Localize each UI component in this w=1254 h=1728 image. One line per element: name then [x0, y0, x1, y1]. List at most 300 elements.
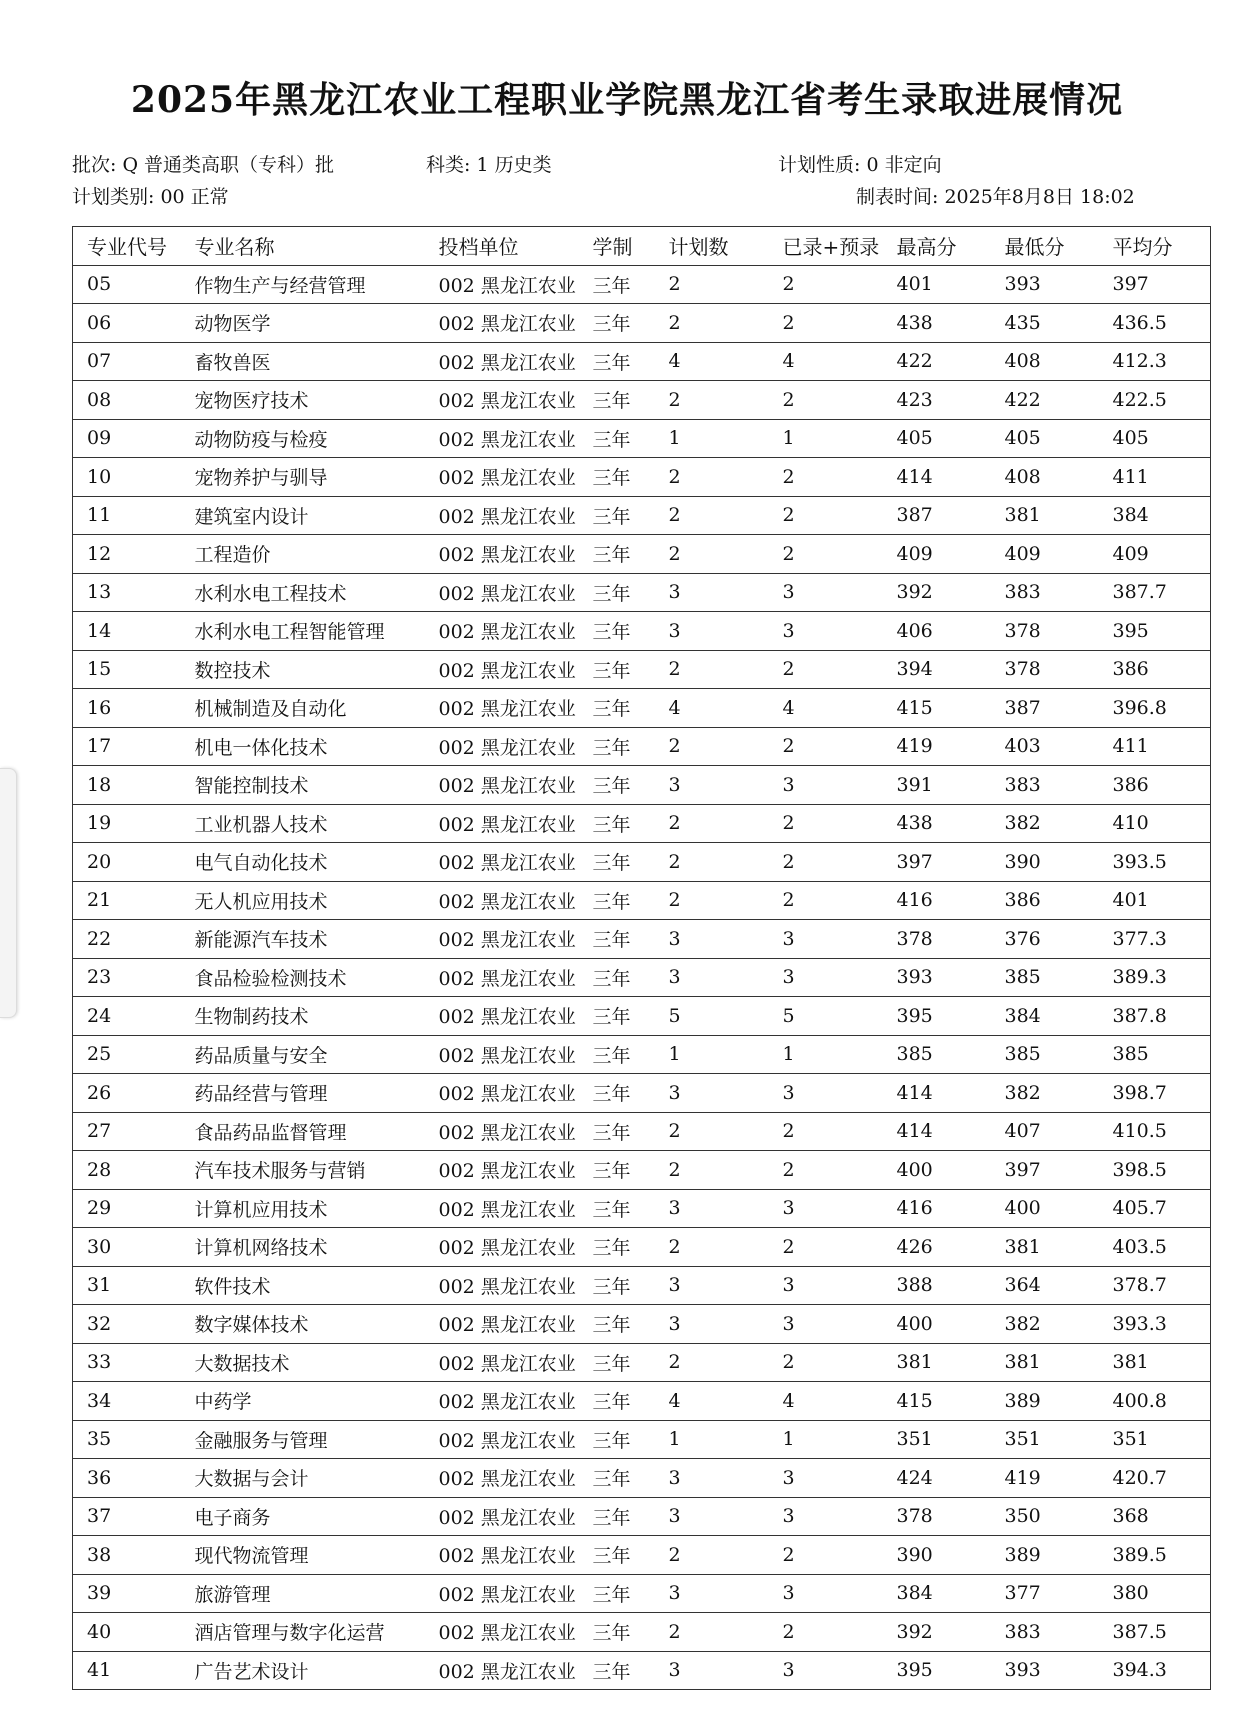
- cell-admitted: 3: [769, 1266, 883, 1305]
- cell-max-score: 393: [883, 958, 991, 997]
- cell-major-name: 水利水电工程技术: [181, 573, 425, 612]
- table-row: [73, 304, 1211, 343]
- cell-max-score: 388: [883, 1266, 991, 1305]
- cell-major-name: 计算机网络技术: [181, 1228, 425, 1267]
- cell-plan-count: 3: [655, 1266, 769, 1305]
- cell-unit: 002 黑龙江农业: [425, 458, 579, 497]
- cell-min-score: 381: [991, 1343, 1099, 1382]
- cell-min-score: 383: [991, 573, 1099, 612]
- cell-min-score: 435: [991, 304, 1099, 343]
- cell-min-score: 382: [991, 804, 1099, 843]
- cell-length: 三年: [579, 650, 655, 689]
- table-row: [73, 265, 1211, 304]
- cell-unit: 002 黑龙江农业: [425, 1228, 579, 1267]
- cell-admitted: 2: [769, 843, 883, 882]
- table-row: [73, 997, 1211, 1036]
- cell-admitted: 2: [769, 1228, 883, 1267]
- cell-admitted: 3: [769, 920, 883, 959]
- cell-length: 三年: [579, 1343, 655, 1382]
- cell-major-name: 中药学: [181, 1382, 425, 1421]
- cell-admitted: 4: [769, 342, 883, 381]
- cell-min-score: 385: [991, 958, 1099, 997]
- cell-avg-score: 400.8: [1099, 1382, 1211, 1421]
- cell-max-score: 419: [883, 727, 991, 766]
- cell-unit: 002 黑龙江农业: [425, 1574, 579, 1613]
- cell-admitted: 1: [769, 1035, 883, 1074]
- cell-min-score: 377: [991, 1574, 1099, 1613]
- cell-unit: 002 黑龙江农业: [425, 1189, 579, 1228]
- cell-plan-count: 2: [655, 535, 769, 574]
- cell-major-name: 工业机器人技术: [181, 804, 425, 843]
- cell-length: 三年: [579, 1536, 655, 1575]
- cell-length: 三年: [579, 1420, 655, 1459]
- cell-avg-score: 394.3: [1099, 1651, 1211, 1690]
- cell-avg-score: 378.7: [1099, 1266, 1211, 1305]
- cell-admitted: 2: [769, 1112, 883, 1151]
- cell-max-score: 384: [883, 1574, 991, 1613]
- cell-min-score: 382: [991, 1305, 1099, 1344]
- cell-max-score: 395: [883, 997, 991, 1036]
- cell-avg-score: 387.5: [1099, 1613, 1211, 1652]
- cell-length: 三年: [579, 1574, 655, 1613]
- cell-min-score: 389: [991, 1536, 1099, 1575]
- cell-major-name: 食品药品监督管理: [181, 1112, 425, 1151]
- cell-unit: 002 黑龙江农业: [425, 650, 579, 689]
- cell-major-name: 畜牧兽医: [181, 342, 425, 381]
- cell-avg-score: 405.7: [1099, 1189, 1211, 1228]
- cell-min-score: 390: [991, 843, 1099, 882]
- cell-admitted: 3: [769, 1459, 883, 1498]
- header-min-score: 最低分: [991, 227, 1099, 266]
- cell-plan-count: 1: [655, 419, 769, 458]
- cell-avg-score: 420.7: [1099, 1459, 1211, 1498]
- cell-major-code: 06: [73, 304, 181, 343]
- cell-avg-score: 422.5: [1099, 381, 1211, 420]
- cell-major-code: 15: [73, 650, 181, 689]
- header-plan-count: 计划数: [655, 227, 769, 266]
- cell-min-score: 422: [991, 381, 1099, 420]
- cell-length: 三年: [579, 419, 655, 458]
- cell-min-score: 350: [991, 1497, 1099, 1536]
- cell-major-name: 智能控制技术: [181, 766, 425, 805]
- table-body: [73, 265, 1211, 1690]
- cell-major-code: 38: [73, 1536, 181, 1575]
- table-row: [73, 1035, 1211, 1074]
- cell-major-name: 工程造价: [181, 535, 425, 574]
- cell-min-score: 383: [991, 766, 1099, 805]
- cell-major-name: 水利水电工程智能管理: [181, 612, 425, 651]
- cell-plan-count: 2: [655, 1112, 769, 1151]
- batch-info: 批次: Q 普通类高职（专科）批: [72, 154, 335, 176]
- cell-min-score: 408: [991, 458, 1099, 497]
- cell-major-code: 14: [73, 612, 181, 651]
- cell-major-code: 31: [73, 1266, 181, 1305]
- cell-admitted: 2: [769, 1343, 883, 1382]
- cell-plan-count: 2: [655, 458, 769, 497]
- cell-admitted: 5: [769, 997, 883, 1036]
- cell-avg-score: 398.5: [1099, 1151, 1211, 1190]
- table-row: [73, 419, 1211, 458]
- cell-length: 三年: [579, 766, 655, 805]
- cell-length: 三年: [579, 1497, 655, 1536]
- cell-avg-score: 436.5: [1099, 304, 1211, 343]
- cell-max-score: 422: [883, 342, 991, 381]
- header-major-code: 专业代号: [73, 227, 181, 266]
- cell-max-score: 401: [883, 265, 991, 304]
- cell-major-name: 软件技术: [181, 1266, 425, 1305]
- cell-unit: 002 黑龙江农业: [425, 997, 579, 1036]
- table-row: [73, 1305, 1211, 1344]
- table-row: [73, 881, 1211, 920]
- cell-max-score: 400: [883, 1305, 991, 1344]
- cell-admitted: 2: [769, 458, 883, 497]
- cell-unit: 002 黑龙江农业: [425, 304, 579, 343]
- cell-length: 三年: [579, 496, 655, 535]
- cell-major-code: 34: [73, 1382, 181, 1421]
- cell-major-code: 17: [73, 727, 181, 766]
- cell-major-code: 33: [73, 1343, 181, 1382]
- cell-major-code: 35: [73, 1420, 181, 1459]
- cell-major-name: 动物防疫与检疫: [181, 419, 425, 458]
- cell-major-name: 药品质量与安全: [181, 1035, 425, 1074]
- cell-min-score: 378: [991, 650, 1099, 689]
- table-row: [73, 804, 1211, 843]
- cell-major-name: 电子商务: [181, 1497, 425, 1536]
- cell-avg-score: 410: [1099, 804, 1211, 843]
- cell-unit: 002 黑龙江农业: [425, 496, 579, 535]
- cell-major-code: 07: [73, 342, 181, 381]
- cell-plan-count: 2: [655, 381, 769, 420]
- cell-max-score: 387: [883, 496, 991, 535]
- cell-max-score: 414: [883, 1112, 991, 1151]
- header-avg-score: 平均分: [1099, 227, 1211, 266]
- table-row: [73, 650, 1211, 689]
- cell-max-score: 392: [883, 1613, 991, 1652]
- cell-major-code: 27: [73, 1112, 181, 1151]
- cell-avg-score: 380: [1099, 1574, 1211, 1613]
- table-row: [73, 535, 1211, 574]
- cell-major-code: 37: [73, 1497, 181, 1536]
- table-row: [73, 1266, 1211, 1305]
- cell-major-code: 41: [73, 1651, 181, 1690]
- cell-major-name: 计算机应用技术: [181, 1189, 425, 1228]
- cell-unit: 002 黑龙江农业: [425, 573, 579, 612]
- cell-major-code: 32: [73, 1305, 181, 1344]
- cell-unit: 002 黑龙江农业: [425, 766, 579, 805]
- cell-avg-score: 384: [1099, 496, 1211, 535]
- cell-length: 三年: [579, 1074, 655, 1113]
- cell-min-score: 364: [991, 1266, 1099, 1305]
- table-row: [73, 1536, 1211, 1575]
- cell-major-code: 13: [73, 573, 181, 612]
- cell-plan-count: 4: [655, 1382, 769, 1421]
- cell-unit: 002 黑龙江农业: [425, 1459, 579, 1498]
- cell-max-score: 423: [883, 381, 991, 420]
- cell-unit: 002 黑龙江农业: [425, 1112, 579, 1151]
- cell-avg-score: 387.8: [1099, 997, 1211, 1036]
- cell-plan-count: 3: [655, 766, 769, 805]
- header-admitted: 已录+预录: [769, 227, 883, 266]
- cell-plan-count: 4: [655, 342, 769, 381]
- cell-avg-score: 385: [1099, 1035, 1211, 1074]
- cell-major-name: 广告艺术设计: [181, 1651, 425, 1690]
- cell-plan-count: 2: [655, 1343, 769, 1382]
- cell-avg-score: 381: [1099, 1343, 1211, 1382]
- side-panel-tab[interactable]: [0, 768, 17, 1018]
- cell-major-name: 宠物医疗技术: [181, 381, 425, 420]
- cell-avg-score: 395: [1099, 612, 1211, 651]
- cell-plan-count: 2: [655, 1613, 769, 1652]
- cell-major-name: 现代物流管理: [181, 1536, 425, 1575]
- cell-unit: 002 黑龙江农业: [425, 958, 579, 997]
- cell-unit: 002 黑龙江农业: [425, 1536, 579, 1575]
- cell-admitted: 3: [769, 1497, 883, 1536]
- cell-unit: 002 黑龙江农业: [425, 1343, 579, 1382]
- made-time-info: 制表时间: 2025年8月8日 18:02: [856, 186, 1135, 208]
- table-row: [73, 727, 1211, 766]
- cell-unit: 002 黑龙江农业: [425, 419, 579, 458]
- cell-avg-score: 409: [1099, 535, 1211, 574]
- cell-major-code: 29: [73, 1189, 181, 1228]
- cell-admitted: 3: [769, 1189, 883, 1228]
- cell-major-code: 39: [73, 1574, 181, 1613]
- cell-major-code: 40: [73, 1613, 181, 1652]
- table-row: [73, 920, 1211, 959]
- cell-major-name: 大数据与会计: [181, 1459, 425, 1498]
- cell-length: 三年: [579, 1266, 655, 1305]
- cell-max-score: 391: [883, 766, 991, 805]
- cell-avg-score: 368: [1099, 1497, 1211, 1536]
- cell-major-name: 药品经营与管理: [181, 1074, 425, 1113]
- cell-min-score: 351: [991, 1420, 1099, 1459]
- cell-length: 三年: [579, 1228, 655, 1267]
- cell-avg-score: 386: [1099, 766, 1211, 805]
- cell-max-score: 397: [883, 843, 991, 882]
- table-row: [73, 612, 1211, 651]
- cell-plan-count: 2: [655, 650, 769, 689]
- cell-unit: 002 黑龙江农业: [425, 881, 579, 920]
- cell-major-code: 11: [73, 496, 181, 535]
- table-row: [73, 958, 1211, 997]
- cell-min-score: 389: [991, 1382, 1099, 1421]
- cell-min-score: 387: [991, 689, 1099, 728]
- cell-max-score: 405: [883, 419, 991, 458]
- cell-max-score: 414: [883, 1074, 991, 1113]
- cell-length: 三年: [579, 265, 655, 304]
- plan-type-info: 计划类别: 00 正常: [72, 186, 229, 208]
- cell-plan-count: 3: [655, 1189, 769, 1228]
- table-row: [73, 1459, 1211, 1498]
- table-row: [73, 843, 1211, 882]
- cell-max-score: 424: [883, 1459, 991, 1498]
- cell-avg-score: 396.8: [1099, 689, 1211, 728]
- cell-length: 三年: [579, 1035, 655, 1074]
- cell-admitted: 2: [769, 1151, 883, 1190]
- cell-max-score: 426: [883, 1228, 991, 1267]
- cell-min-score: 383: [991, 1613, 1099, 1652]
- cell-plan-count: 2: [655, 727, 769, 766]
- cell-unit: 002 黑龙江农业: [425, 265, 579, 304]
- cell-major-code: 05: [73, 265, 181, 304]
- cell-plan-count: 2: [655, 881, 769, 920]
- cell-unit: 002 黑龙江农业: [425, 1420, 579, 1459]
- cell-max-score: 400: [883, 1151, 991, 1190]
- cell-length: 三年: [579, 381, 655, 420]
- cell-max-score: 406: [883, 612, 991, 651]
- cell-min-score: 403: [991, 727, 1099, 766]
- cell-admitted: 3: [769, 573, 883, 612]
- table-row: [73, 496, 1211, 535]
- cell-admitted: 2: [769, 650, 883, 689]
- admission-table: [72, 226, 1211, 1690]
- cell-avg-score: 412.3: [1099, 342, 1211, 381]
- cell-major-name: 数字媒体技术: [181, 1305, 425, 1344]
- cell-unit: 002 黑龙江农业: [425, 535, 579, 574]
- cell-min-score: 419: [991, 1459, 1099, 1498]
- cell-min-score: 393: [991, 1651, 1099, 1690]
- cell-unit: 002 黑龙江农业: [425, 1613, 579, 1652]
- cell-admitted: 3: [769, 1574, 883, 1613]
- cell-unit: 002 黑龙江农业: [425, 1035, 579, 1074]
- cell-avg-score: 411: [1099, 727, 1211, 766]
- cell-min-score: 405: [991, 419, 1099, 458]
- cell-length: 三年: [579, 920, 655, 959]
- cell-unit: 002 黑龙江农业: [425, 920, 579, 959]
- header-unit: 投档单位: [425, 227, 579, 266]
- cell-major-code: 30: [73, 1228, 181, 1267]
- cell-avg-score: 377.3: [1099, 920, 1211, 959]
- cell-min-score: 382: [991, 1074, 1099, 1113]
- cell-min-score: 409: [991, 535, 1099, 574]
- cell-max-score: 378: [883, 920, 991, 959]
- cell-max-score: 395: [883, 1651, 991, 1690]
- cell-unit: 002 黑龙江农业: [425, 1651, 579, 1690]
- cell-plan-count: 3: [655, 958, 769, 997]
- cell-max-score: 414: [883, 458, 991, 497]
- cell-unit: 002 黑龙江农业: [425, 381, 579, 420]
- cell-major-code: 23: [73, 958, 181, 997]
- cell-max-score: 385: [883, 1035, 991, 1074]
- cell-major-name: 数控技术: [181, 650, 425, 689]
- cell-max-score: 392: [883, 573, 991, 612]
- cell-max-score: 390: [883, 1536, 991, 1575]
- cell-unit: 002 黑龙江农业: [425, 342, 579, 381]
- cell-max-score: 409: [883, 535, 991, 574]
- cell-admitted: 3: [769, 1074, 883, 1113]
- cell-major-code: 20: [73, 843, 181, 882]
- cell-avg-score: 411: [1099, 458, 1211, 497]
- table-row: [73, 1074, 1211, 1113]
- table-row: [73, 342, 1211, 381]
- cell-major-name: 无人机应用技术: [181, 881, 425, 920]
- cell-plan-count: 2: [655, 265, 769, 304]
- cell-avg-score: 389.3: [1099, 958, 1211, 997]
- table-row: [73, 1613, 1211, 1652]
- cell-plan-count: 1: [655, 1035, 769, 1074]
- cell-major-name: 食品检验检测技术: [181, 958, 425, 997]
- table-row: [73, 1651, 1211, 1690]
- cell-major-name: 生物制药技术: [181, 997, 425, 1036]
- cell-length: 三年: [579, 612, 655, 651]
- header-length: 学制: [579, 227, 655, 266]
- cell-admitted: 1: [769, 419, 883, 458]
- cell-unit: 002 黑龙江农业: [425, 804, 579, 843]
- cell-major-code: 24: [73, 997, 181, 1036]
- cell-avg-score: 393.5: [1099, 843, 1211, 882]
- cell-admitted: 3: [769, 958, 883, 997]
- table-row: [73, 1382, 1211, 1421]
- cell-length: 三年: [579, 1651, 655, 1690]
- cell-unit: 002 黑龙江农业: [425, 1266, 579, 1305]
- cell-avg-score: 405: [1099, 419, 1211, 458]
- cell-major-code: 28: [73, 1151, 181, 1190]
- cell-plan-count: 3: [655, 1459, 769, 1498]
- cell-major-name: 汽车技术服务与营销: [181, 1151, 425, 1190]
- cell-plan-count: 3: [655, 1651, 769, 1690]
- cell-max-score: 378: [883, 1497, 991, 1536]
- cell-admitted: 2: [769, 804, 883, 843]
- cell-admitted: 3: [769, 766, 883, 805]
- table-row: [73, 458, 1211, 497]
- table-row: [73, 1420, 1211, 1459]
- subject-info: 科类: 1 历史类: [426, 154, 552, 176]
- cell-admitted: 1: [769, 1420, 883, 1459]
- cell-major-code: 12: [73, 535, 181, 574]
- cell-avg-score: 393.3: [1099, 1305, 1211, 1344]
- cell-admitted: 3: [769, 612, 883, 651]
- cell-admitted: 2: [769, 265, 883, 304]
- cell-avg-score: 351: [1099, 1420, 1211, 1459]
- cell-max-score: 381: [883, 1343, 991, 1382]
- cell-length: 三年: [579, 1151, 655, 1190]
- table-row: [73, 689, 1211, 728]
- cell-length: 三年: [579, 458, 655, 497]
- cell-plan-count: 2: [655, 496, 769, 535]
- cell-major-code: 22: [73, 920, 181, 959]
- cell-major-code: 36: [73, 1459, 181, 1498]
- cell-min-score: 408: [991, 342, 1099, 381]
- cell-length: 三年: [579, 304, 655, 343]
- cell-unit: 002 黑龙江农业: [425, 612, 579, 651]
- cell-unit: 002 黑龙江农业: [425, 843, 579, 882]
- cell-max-score: 415: [883, 1382, 991, 1421]
- cell-major-name: 机电一体化技术: [181, 727, 425, 766]
- cell-plan-count: 3: [655, 1074, 769, 1113]
- cell-length: 三年: [579, 727, 655, 766]
- cell-min-score: 386: [991, 881, 1099, 920]
- cell-plan-count: 4: [655, 689, 769, 728]
- cell-major-name: 金融服务与管理: [181, 1420, 425, 1459]
- cell-length: 三年: [579, 958, 655, 997]
- cell-max-score: 416: [883, 1189, 991, 1228]
- cell-unit: 002 黑龙江农业: [425, 1151, 579, 1190]
- cell-length: 三年: [579, 843, 655, 882]
- cell-plan-count: 3: [655, 573, 769, 612]
- cell-plan-count: 2: [655, 304, 769, 343]
- cell-length: 三年: [579, 1112, 655, 1151]
- cell-admitted: 2: [769, 881, 883, 920]
- cell-min-score: 381: [991, 1228, 1099, 1267]
- cell-min-score: 397: [991, 1151, 1099, 1190]
- cell-unit: 002 黑龙江农业: [425, 1382, 579, 1421]
- cell-min-score: 376: [991, 920, 1099, 959]
- cell-plan-count: 3: [655, 1497, 769, 1536]
- cell-max-score: 415: [883, 689, 991, 728]
- table-row: [73, 1497, 1211, 1536]
- table-row: [73, 1574, 1211, 1613]
- cell-admitted: 2: [769, 304, 883, 343]
- cell-major-name: 酒店管理与数字化运营: [181, 1613, 425, 1652]
